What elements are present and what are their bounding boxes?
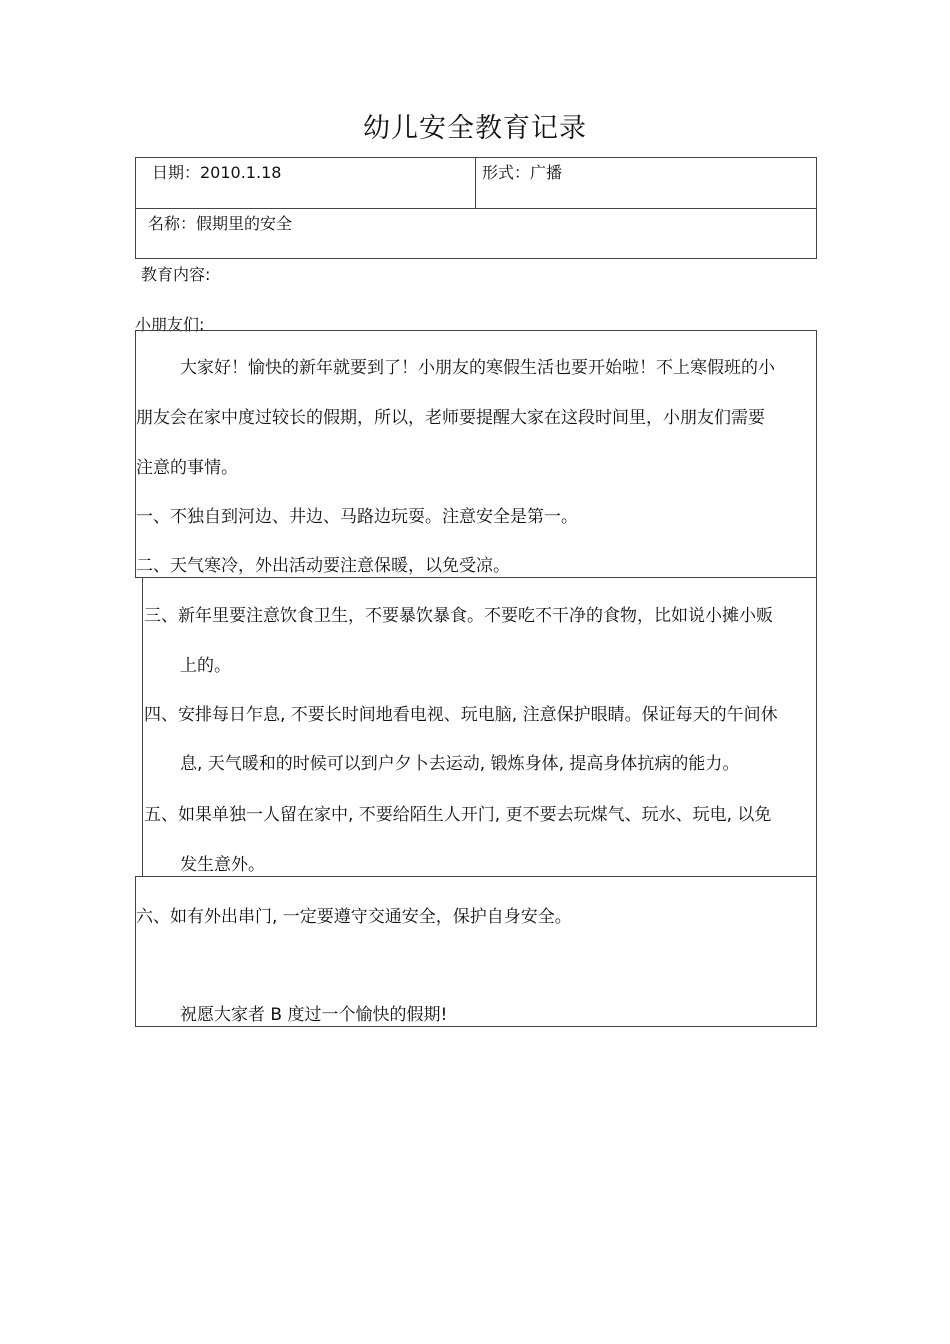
list-item-6: 六、如有外出串门, 一定要遵守交通安全，保护自身安全。 [136,907,572,927]
list-item-3-line-2: 上的。 [180,656,231,676]
intro-line-3: 注意的事情。 [136,458,238,478]
list-item-4-line-1: 四、安排每日乍息, 不要长时间地看电视、玩电脑, 注意保护眼睛。保证每天的午间休 [144,705,778,725]
list-item-2: 二、天气寒冷，外出活动要注意保暖，以免受凉。 [136,556,510,576]
info-table-divider [135,208,817,209]
info-table-column-divider [475,157,476,208]
page-title: 幼儿安全教育记录 [363,113,587,144]
list-item-5-line-1: 五、如果单独一人留在家中, 不要给陌生人开门, 更不要去玩煤气、玩水、玩电, 以免 [144,805,772,825]
list-item-3-line-1: 三、新年里要注意饮食卫生，不要暴饮暴食。不要吃不干净的食物，比如说小摊小贩 [144,606,773,626]
list-item-4-line-2: 息, 天气暖和的时候可以到户夕卜去运动, 锻炼身体, 提高身体抗病的能力。 [180,754,740,774]
content-label: 教育内容: [141,265,211,284]
closing-line: 祝愿大家者 B 度过一个愉快的假期! [180,1005,448,1025]
name-field: 名称：假期里的安全 [148,214,293,233]
intro-line-2: 朋友会在家中度过较长的假期，所以，老师要提醒大家在这段时间里，小朋友们需要 [136,408,765,428]
intro-line-1: 大家好！愉快的新年就要到了！小朋友的寒假生活也要开始啦！不上寒假班的小 [180,358,775,378]
list-item-5-line-2: 发生意外。 [180,855,265,875]
list-item-1: 一、不独自到河边、井边、马路边玩耍。注意安全是第一。 [136,507,578,527]
form-field: 形式：广播 [482,163,563,182]
greeting: 小朋友们: [135,315,205,334]
date-field: 日期：2010.1.18 [152,163,282,182]
